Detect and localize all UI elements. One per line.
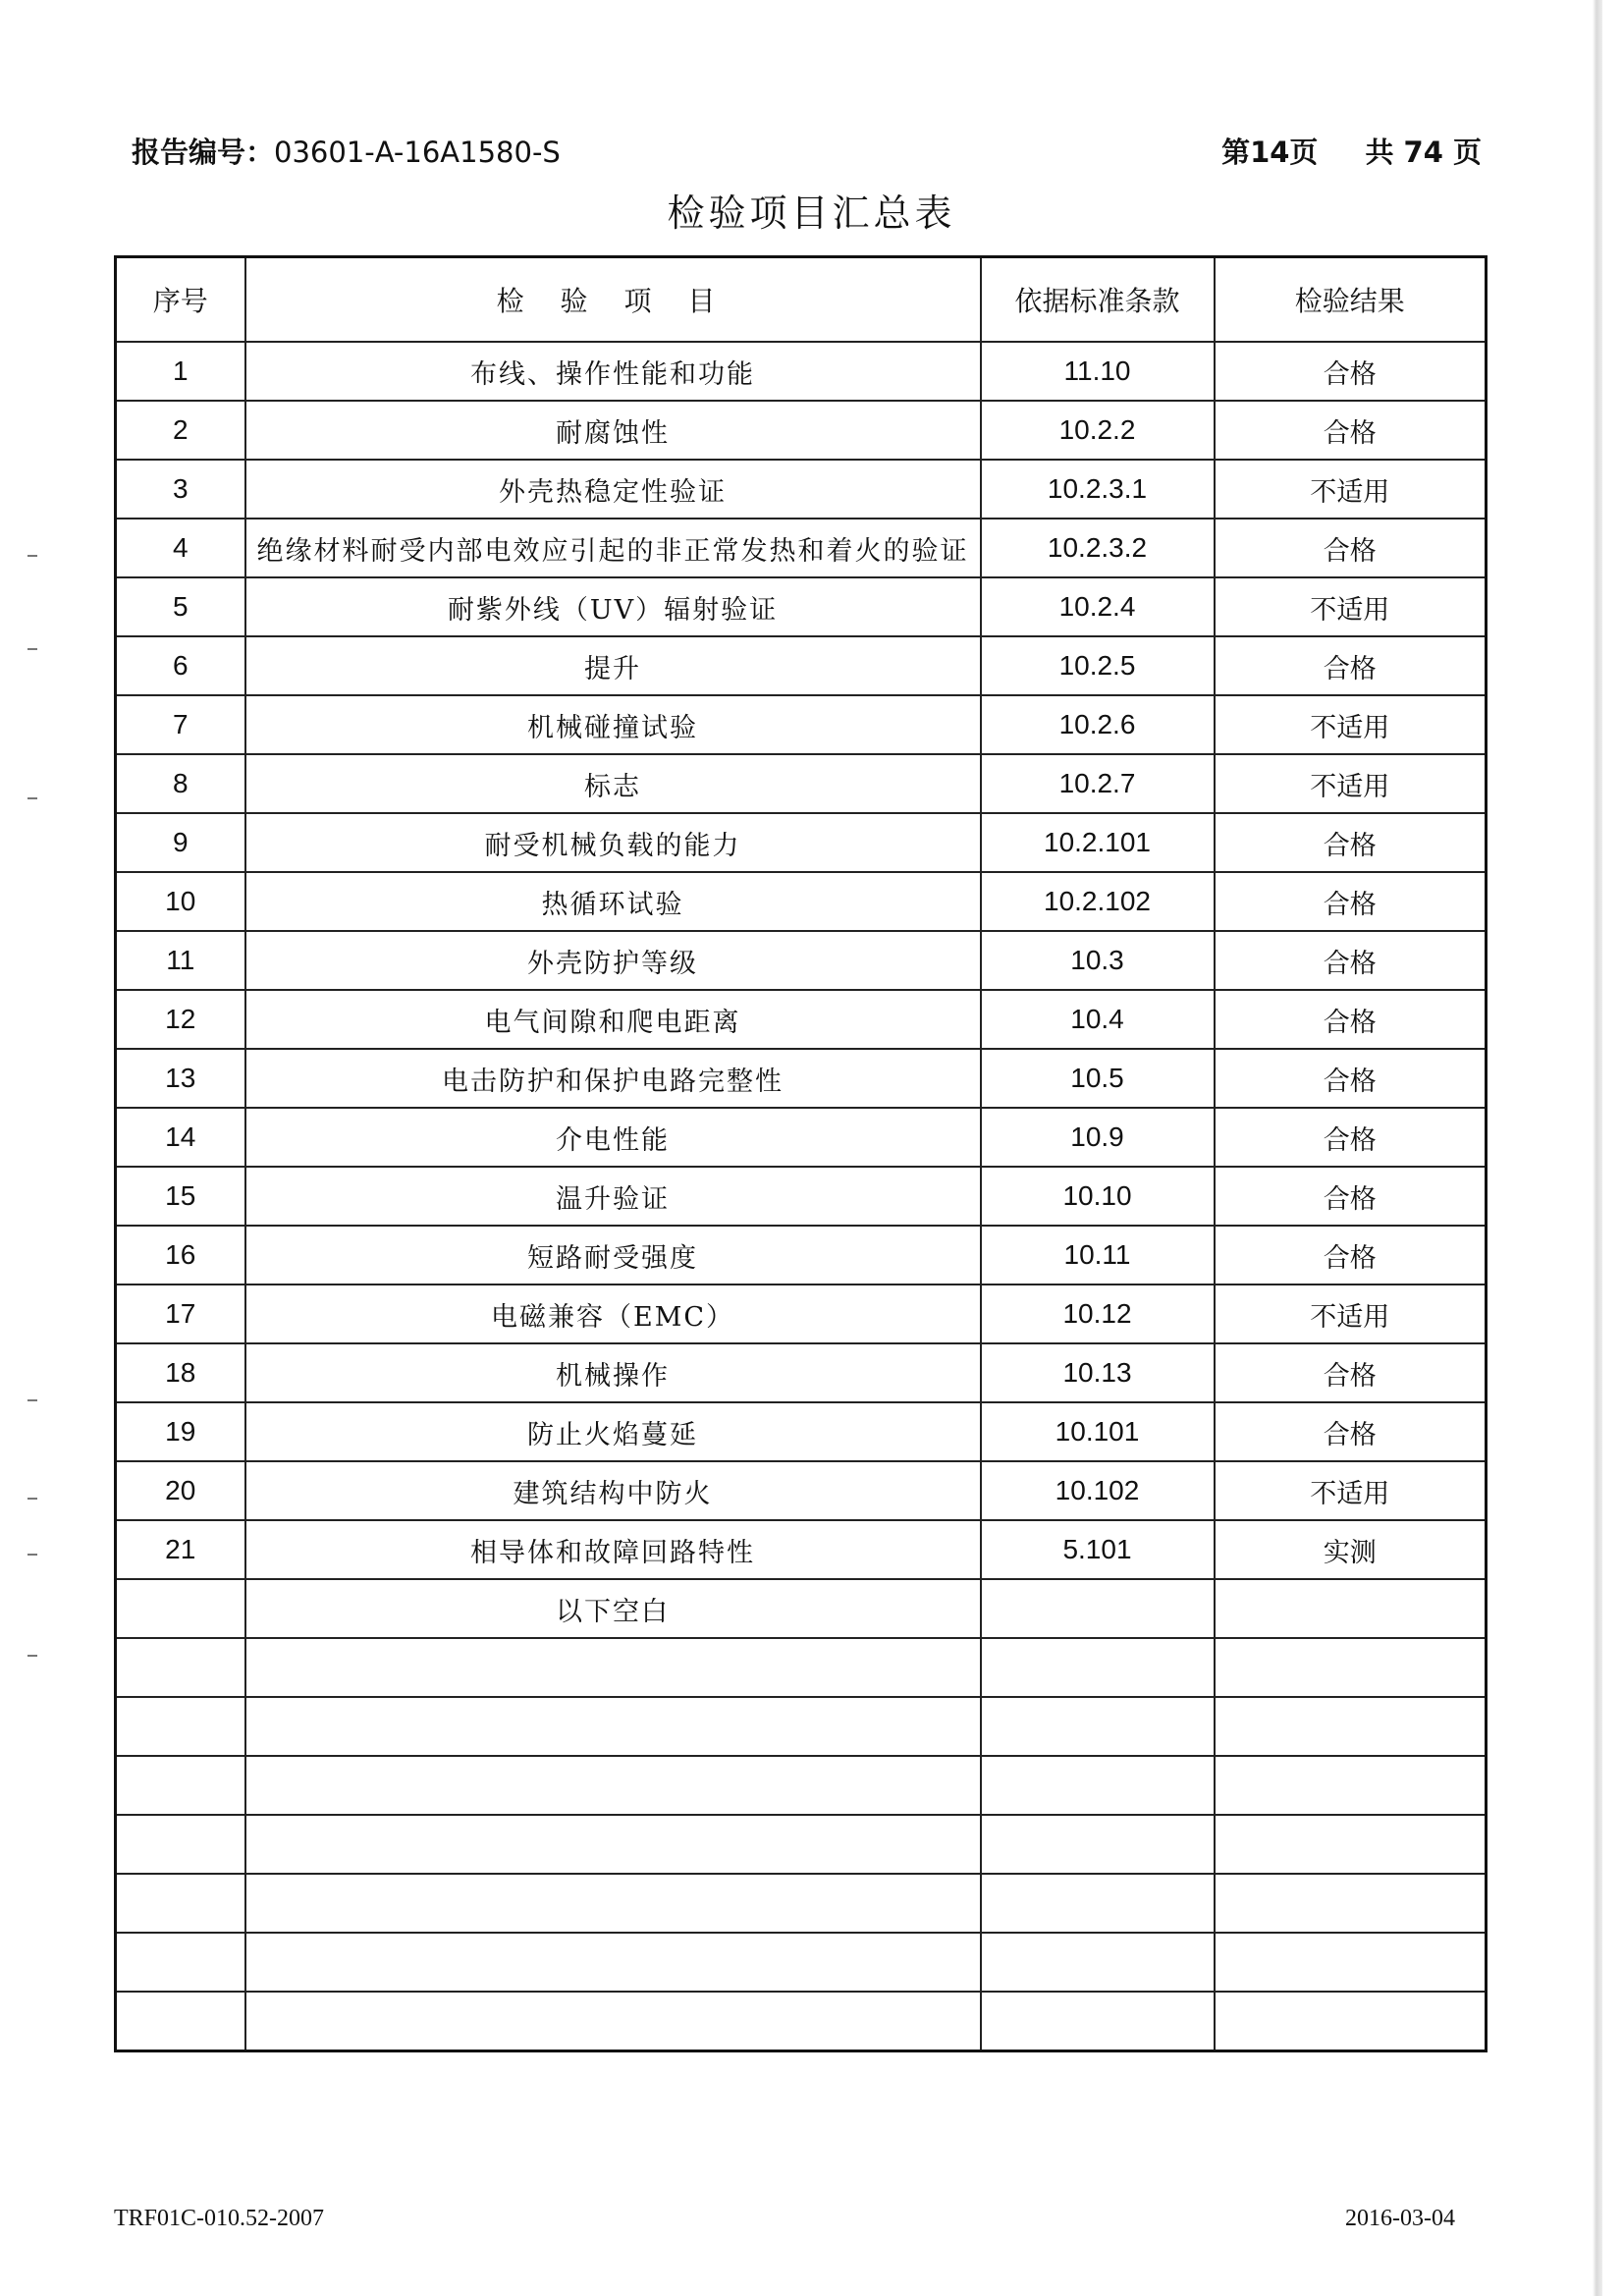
table-row	[116, 1402, 1487, 1461]
row-number: 15	[116, 1167, 245, 1226]
row-number: 12	[116, 990, 245, 1049]
page-header	[132, 131, 1482, 170]
standard-clause	[981, 1638, 1215, 1697]
inspection-result	[1215, 1874, 1487, 1933]
inspection-item: 电击防护和保护电路完整性	[245, 1049, 981, 1108]
inspection-result: 合格	[1215, 1167, 1487, 1226]
table-row	[116, 401, 1487, 460]
row-number: 17	[116, 1285, 245, 1343]
inspection-item: 以下空白	[245, 1579, 981, 1638]
table-row	[116, 813, 1487, 872]
inspection-result: 合格	[1215, 342, 1487, 401]
scan-mark	[27, 648, 37, 650]
table-row	[116, 1461, 1487, 1520]
inspection-item: 提升	[245, 636, 981, 695]
table-row	[116, 1992, 1487, 2051]
standard-clause: 10.2.7	[981, 754, 1215, 813]
inspection-result: 不适用	[1215, 1285, 1487, 1343]
standard-clause: 10.2.4	[981, 577, 1215, 636]
standard-clause: 10.2.6	[981, 695, 1215, 754]
inspection-result: 合格	[1215, 1226, 1487, 1285]
table-header-row	[116, 257, 1487, 343]
inspection-item: 短路耐受强度	[245, 1226, 981, 1285]
scan-mark	[27, 797, 37, 799]
row-number	[116, 1638, 245, 1697]
inspection-item: 耐紫外线（UV）辐射验证	[245, 577, 981, 636]
inspection-item: 机械操作	[245, 1343, 981, 1402]
standard-clause: 11.10	[981, 342, 1215, 401]
table-row	[116, 872, 1487, 931]
inspection-result: 合格	[1215, 872, 1487, 931]
row-number	[116, 1933, 245, 1992]
inspection-item: 热循环试验	[245, 872, 981, 931]
form-code: TRF01C-010.52-2007	[114, 2206, 325, 2231]
row-number: 13	[116, 1049, 245, 1108]
table-row	[116, 1933, 1487, 1992]
standard-clause: 5.101	[981, 1520, 1215, 1579]
row-number	[116, 1815, 245, 1874]
row-number: 2	[116, 401, 245, 460]
table-row	[116, 695, 1487, 754]
inspection-item: 建筑结构中防火	[245, 1461, 981, 1520]
inspection-result	[1215, 1697, 1487, 1756]
row-number: 7	[116, 695, 245, 754]
row-number: 11	[116, 931, 245, 990]
inspection-result	[1215, 1756, 1487, 1815]
standard-clause: 10.13	[981, 1343, 1215, 1402]
standard-clause: 10.4	[981, 990, 1215, 1049]
inspection-result: 合格	[1215, 1049, 1487, 1108]
row-number	[116, 1579, 245, 1638]
row-number	[116, 1697, 245, 1756]
standard-clause: 10.2.5	[981, 636, 1215, 695]
inspection-result: 实测	[1215, 1520, 1487, 1579]
row-number: 9	[116, 813, 245, 872]
standard-clause: 10.101	[981, 1402, 1215, 1461]
inspection-result: 合格	[1215, 401, 1487, 460]
inspection-item: 防止火焰蔓延	[245, 1402, 981, 1461]
inspection-result: 合格	[1215, 931, 1487, 990]
scan-mark	[27, 1399, 37, 1401]
table-row	[116, 1049, 1487, 1108]
standard-clause: 10.11	[981, 1226, 1215, 1285]
row-number: 21	[116, 1520, 245, 1579]
inspection-result: 合格	[1215, 813, 1487, 872]
inspection-result	[1215, 1933, 1487, 1992]
inspection-result	[1215, 1815, 1487, 1874]
inspection-result: 不适用	[1215, 754, 1487, 813]
inspection-item: 耐腐蚀性	[245, 401, 981, 460]
table-row	[116, 990, 1487, 1049]
table-row	[116, 1108, 1487, 1167]
inspection-result: 合格	[1215, 1402, 1487, 1461]
issue-date: 2016-03-04	[1345, 2206, 1455, 2231]
page-total: 共 74 页	[1365, 136, 1482, 169]
table-row	[116, 754, 1487, 813]
standard-clause	[981, 1697, 1215, 1756]
row-number: 18	[116, 1343, 245, 1402]
inspection-result: 不适用	[1215, 695, 1487, 754]
table-row	[116, 1697, 1487, 1756]
table-row	[116, 1226, 1487, 1285]
inspection-item	[245, 1874, 981, 1933]
report-number-line	[132, 131, 561, 171]
inspection-item: 绝缘材料耐受内部电效应引起的非正常发热和着火的验证	[245, 519, 981, 577]
inspection-result: 合格	[1215, 1343, 1487, 1402]
table-row	[116, 1285, 1487, 1343]
table-row	[116, 1815, 1487, 1874]
row-number: 10	[116, 872, 245, 931]
table-row	[116, 342, 1487, 401]
inspection-item: 温升验证	[245, 1167, 981, 1226]
standard-clause	[981, 1756, 1215, 1815]
report-number: 03601-A-16A1580-S	[274, 136, 561, 169]
row-number: 3	[116, 460, 245, 519]
inspection-result: 合格	[1215, 1108, 1487, 1167]
report-number-label: 报告编号：	[132, 136, 275, 169]
inspection-item	[245, 1992, 981, 2051]
table-row	[116, 1167, 1487, 1226]
inspection-result	[1215, 1992, 1487, 2051]
standard-clause: 10.2.101	[981, 813, 1215, 872]
row-number: 4	[116, 519, 245, 577]
standard-clause: 10.2.3.1	[981, 460, 1215, 519]
row-number: 20	[116, 1461, 245, 1520]
document-title: 检验项目汇总表	[667, 191, 956, 235]
standard-clause	[981, 1992, 1215, 2051]
row-number	[116, 1756, 245, 1815]
inspection-result: 合格	[1215, 519, 1487, 577]
inspection-result: 不适用	[1215, 1461, 1487, 1520]
standard-clause	[981, 1579, 1215, 1638]
scan-mark	[27, 1655, 37, 1657]
standard-clause: 10.2.3.2	[981, 519, 1215, 577]
inspection-result: 不适用	[1215, 460, 1487, 519]
table-row	[116, 1638, 1487, 1697]
inspection-item: 外壳热稳定性验证	[245, 460, 981, 519]
standard-clause	[981, 1815, 1215, 1874]
inspection-summary-table	[114, 255, 1488, 2052]
inspection-result	[1215, 1579, 1487, 1638]
standard-clause	[981, 1933, 1215, 1992]
standard-clause: 10.3	[981, 931, 1215, 990]
row-number	[116, 1992, 245, 2051]
standard-clause: 10.12	[981, 1285, 1215, 1343]
inspection-item: 布线、操作性能和功能	[245, 342, 981, 401]
page-info	[1221, 131, 1482, 171]
inspection-item: 介电性能	[245, 1108, 981, 1167]
standard-clause: 10.9	[981, 1108, 1215, 1167]
row-number: 8	[116, 754, 245, 813]
row-number: 1	[116, 342, 245, 401]
table-row	[116, 1520, 1487, 1579]
inspection-item	[245, 1638, 981, 1697]
row-number: 6	[116, 636, 245, 695]
table-row	[116, 636, 1487, 695]
inspection-item: 外壳防护等级	[245, 931, 981, 990]
table-row	[116, 931, 1487, 990]
inspection-result: 合格	[1215, 636, 1487, 695]
standard-clause: 10.102	[981, 1461, 1215, 1520]
row-number: 19	[116, 1402, 245, 1461]
inspection-item	[245, 1933, 981, 1992]
inspection-item: 相导体和故障回路特性	[245, 1520, 981, 1579]
scan-mark	[27, 555, 37, 557]
inspection-item: 电气间隙和爬电距离	[245, 990, 981, 1049]
row-number	[116, 1874, 245, 1933]
standard-clause: 10.2.102	[981, 872, 1215, 931]
table-row	[116, 1343, 1487, 1402]
inspection-result: 合格	[1215, 990, 1487, 1049]
standard-clause: 10.2.2	[981, 401, 1215, 460]
inspection-item	[245, 1815, 981, 1874]
table-row	[116, 519, 1487, 577]
standard-clause: 10.5	[981, 1049, 1215, 1108]
row-number: 5	[116, 577, 245, 636]
inspection-result	[1215, 1638, 1487, 1697]
header-no: 序号	[116, 257, 245, 343]
scan-mark	[27, 1554, 37, 1556]
scan-edge-shadow	[1593, 0, 1602, 2296]
inspection-item	[245, 1697, 981, 1756]
header-clause: 依据标准条款	[981, 257, 1215, 343]
inspection-item: 电磁兼容（EMC）	[245, 1285, 981, 1343]
inspection-item	[245, 1756, 981, 1815]
inspection-item: 耐受机械负载的能力	[245, 813, 981, 872]
standard-clause: 10.10	[981, 1167, 1215, 1226]
page-current: 第14页	[1221, 136, 1319, 169]
inspection-result: 不适用	[1215, 577, 1487, 636]
table-row	[116, 577, 1487, 636]
header-result: 检验结果	[1215, 257, 1487, 343]
inspection-item: 标志	[245, 754, 981, 813]
row-number: 16	[116, 1226, 245, 1285]
inspection-item: 机械碰撞试验	[245, 695, 981, 754]
row-number: 14	[116, 1108, 245, 1167]
header-item: 检 验 项 目	[245, 257, 981, 343]
standard-clause	[981, 1874, 1215, 1933]
table-row	[116, 1756, 1487, 1815]
table-row	[116, 460, 1487, 519]
scan-mark	[27, 1498, 37, 1500]
table-row	[116, 1579, 1487, 1638]
table-row	[116, 1874, 1487, 1933]
